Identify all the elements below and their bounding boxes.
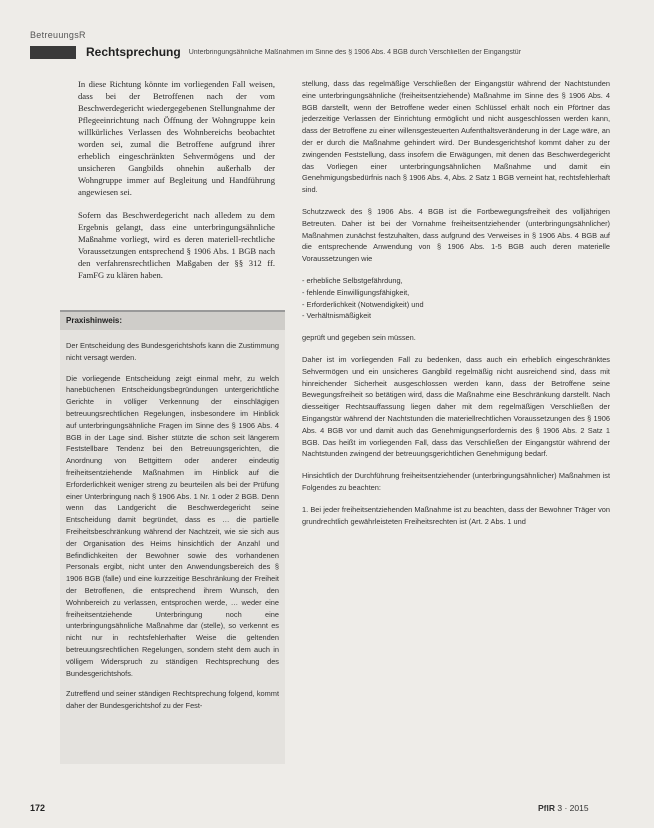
paragraph: Der Entscheidung des Bundesgerichtshofs kann die Zustimmung nicht versagt werden.: [66, 341, 279, 362]
journal-name: PflR: [538, 803, 555, 813]
paragraph: Die vorliegende Entscheidung zeigt einmal mehr, zu welch hanebüchenen Entscheidungsbegründungen untergerichtliche Gerichte in völliger Verkennung der einschlägigen betreuungsrechtlichen Regelungen, insbesondere im Hinblick auf unterbringungsähnliche Fragen im Sinne des § 1906 Abs. 4 BGB in der Lage sind. Bisher stützte die schon seit längerem Feststellbare Tendenz bei den Betreuungsgerichten, die Anordnung von Bettgittern oder anderer eindeutig freiheitsentziehende Maßnahmen im Hinblick auf die Erforderlichkeit weniger streng zu beurteilen als bei der Prüfung einer Unterbringung nach § 1906 Abs. 1 Nr. 1 oder 2 BGB. Denn wenn das Landgericht die Beschwerdegericht seine Entscheidung damit begründet, dass es … die partielle Freiheitsbeschränkung während der Nachtzeit, wie sie sich aus der Organisation des Heims hinsichtlich der Anzahl und Befindlichkeiten der Bewohner sowie des vorhandenen Personals ergibt, nicht unter den Anwendungsbereich des § 1906 BGB (falle) und eine kurzzeitige Beschränkung der Freiheit der Betroffenen, die entsprechend ihrem Wunsch, den Wohnbereich zu verlassen, entsprochen werde, … weder eine freiheitsentziehende Unterbringung noch eine unterbringungsähnliche Maßnahme dar (stelle), so verkennt es nicht nur in rechtsfehlerhafter Weise die geltenden betreuungsrechtlichen Regelungen, sondern steht dem auch in völligem Widerspruch zu ständigen Rechtsprechung des Bundesgerichtshofs.: [66, 373, 279, 678]
left-column: [78, 78, 275, 292]
rubric-bar: [30, 46, 76, 59]
paragraph: In diese Richtung könnte im vorliegenden Fall weisen, dass bei der Betroffenen nach der vom Beschwerdegericht wiedergegebenen Stellungnahme der Pflegeeinrichtung nach Öffnung der Wohngruppe kein willkürliches Verlassen des Wohnbereichs beobachtet worden sei, zumal die Betroffene aufgrund ihrer erheblich eingeschränkten Sehvermögens und der unsicheren Gangbilds ohnehin außerhalb der Wohngruppe immer auf Begleitung und Handführung angewiesen sei.: [78, 79, 275, 197]
right-column: [302, 78, 610, 537]
paragraph: Daher ist im vorliegenden Fall zu bedenken, dass auch ein erheblich eingeschränktes Sehvermögen und ein unsicheres Gangbild regelmäßig nicht ausreichend sind, dass mit hinreichender Sicherheit ausgeschlossen werden kann, dass der Betroffene seine Bewegungsfreiheit so betätigen wird, dass die Maßnahme eine Beschränkung darstellt. Nach diesseitiger Rechtsauffassung liegen daher mit dem regelmäßigen Verschließen der Eingangstür während der Nachtstunden die materiellrechtlichen Voraussetzungen des § 1906 Abs. 4 BGB vor und damit auch das Genehmigungserfordernis des § 1906 Abs. 2 Satz 1 BGB. Das heißt im vorliegenden Fall, dass das Verschließen der Eingangstür während der Nachtstunden zwingend der betreuungsgerichtlichen Genehmigung bedarf.: [302, 354, 610, 459]
requirements-list: [302, 275, 610, 322]
practice-note-box: [60, 310, 285, 764]
rubric-title: Rechtsprechung: [86, 45, 181, 59]
paragraph: Zutreffend und seiner ständigen Rechtsprechung folgend, kommt daher der Bundesgerichtshof zu der Fest-: [66, 689, 279, 711]
paragraph: Hinsichtlich der Durchführung freiheitsentziehender (unterbringungsähnlicher) Maßnahmen ist Folgendes zu beachten:: [302, 471, 610, 492]
paragraph: Sofern das Beschwerdegericht nach alledem zu dem Ergebnis gelangt, dass eine unterbringungsähnliche Maßnahme vorliegt, wird es deren materiell-rechtliche Voraussetzungen entsprechend § 1906 Abs. 1 BGB nach den verfahrensrechtlichen Maßgaben der §§ 312 ff. FamFG zu klären haben.: [78, 210, 275, 280]
list-item: - Verhältnismäßigkeit: [302, 311, 372, 321]
rubric-subtitle: Unterbringungsähnliche Maßnahmen im Sinne des § 1906 Abs. 4 BGB durch Verschließen der Eingangstür: [188, 48, 521, 56]
paragraph: 1. Bei jeder freiheitsentziehenden Maßnahme ist zu beachten, dass der Bewohner Träger von grundrechtlich gewährleisteten Freiheitsrechten ist (Art. 2 Abs. 1 und: [302, 504, 610, 526]
paragraph: geprüft und gegeben sein müssen.: [302, 333, 416, 343]
paragraph: Schutzzweck des § 1906 Abs. 4 BGB ist die Fortbewegungsfreiheit des volljährigen Betreuten. Daher ist bei der Vornahme freiheitsentziehender (unterbringungsähnlicher) Maßnahmen zunächst festzuhalten, dass aufgrund des Verweises in § 1906 Abs. 4 BGB auf die entsprechende Anwendung von § 1906 Abs. 1-5 BGB auch deren materielle Voraussetzungen wie: [302, 206, 610, 264]
page-number: 172: [30, 803, 46, 813]
list-item: - Erforderlichkeit (Notwendigkeit) und: [302, 299, 424, 309]
journal-footer: [538, 803, 589, 813]
practice-note-heading: Praxishinweis:: [60, 312, 285, 330]
running-head: BetreuungsR: [30, 30, 86, 40]
practice-note-body: [60, 330, 285, 712]
list-item: - fehlende Einwilligungsfähigkeit,: [302, 287, 410, 297]
paragraph: stellung, dass das regelmäßige Verschließen der Eingangstür während der Nachtstunden eine unterbringungsähnliche (freiheitsentziehende) Maßnahme im Sinne des § 1906 Abs. 4 BGB darstellt, wenn der Betroffene weder einen Schlüssel erhält noch ein Pförtner das jederzeitige Verlassen der Einrichtung ermöglicht und nicht ausgeschlossen werden kann, dass der Betroffene zu einer willensgesteuerten Aufenthaltsveränderung in der Lage wäre, an der er durch die Maßnahme gehindert wird. Der Bundesgerichtshof kommt daher zu der zwingenden Feststellung, dass insofern die Erwägungen, mit denen das Beschwerdegericht das Vorliegen einer unterbringungsähnlichen Maßnahme und damit ein Genehmigungsbedürfnis nach § 1906 Abs. 4, Abs. 2 Satz 1 BGB verneint hat, rechtsfehlerhaft sind.: [302, 79, 610, 195]
rubric-header: [30, 44, 630, 60]
list-item: - erhebliche Selbstgefährdung,: [302, 275, 403, 285]
journal-issue: 3 · 2015: [557, 803, 589, 813]
